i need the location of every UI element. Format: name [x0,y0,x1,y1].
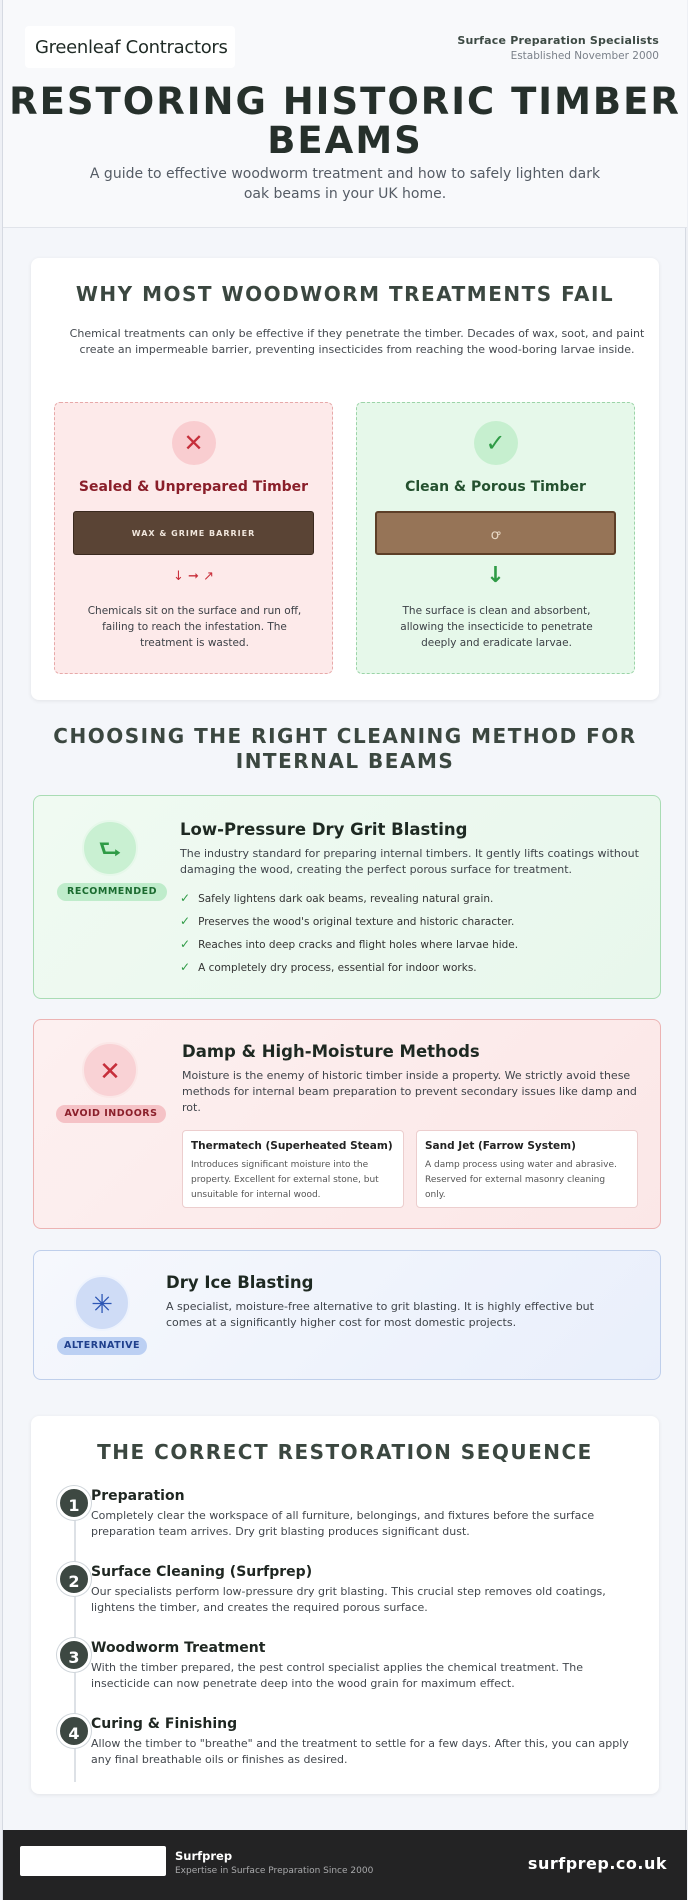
runoff-arrows-icon: ↓ ➞ ↗ [173,569,214,584]
feature-item: ✓ A completely dry process, essential for indoor works. [180,960,477,974]
wax-barrier-beam: WAX & GRIME BARRIER [73,511,314,555]
step-desc: Completely clear the workspace of all furniture, belongings, and fixtures before the surface preparation team arrives. Dry grit blasting produces significant dust. [91,1509,595,1538]
grit-blasting-desc: The industry standard for preparing internal timbers. It gently lifts coatings without damaging the wood, creating the perfect porous surface for treatment. [180,847,639,876]
check-icon: ✓ [180,914,191,928]
thermatech-box [182,1130,404,1208]
check-icon: ✓ [180,937,191,951]
grit-blasting-card [33,795,661,999]
step-title: Woodworm Treatment [91,1640,266,1656]
thermatech-desc: Introduces significant moisture into the property. Excellent for external stone, but unsuitable for internal wood. [191,1160,379,1200]
step-desc: With the timber prepared, the pest control specialist applies the chemical treatment. The insecticide can now penetrate deep into the wood grain for maximum effect. [91,1661,583,1690]
sealed-timber-desc: Chemicals sit on the surface and run off, failing to reach the infestation. The treatment is wasted. [87,605,302,649]
methods-title: CHOOSING THE RIGHT CLEANING METHOD FOR INTERNAL BEAMS [53,724,637,773]
check-icon: ✓ [474,421,518,465]
penetrate-arrow-icon: ↓ [486,563,505,588]
step-title: Preparation [91,1488,185,1504]
company-name[interactable]: Greenleaf Contractors [35,37,228,58]
step-desc: Our specialists perform low-pressure dry grit blasting. This crucial step removes old coatings, lightens the timber, and creates the required porous surface. [91,1585,606,1614]
porous-timber-desc: The surface is clean and absorbent, allowing the insecticide to penetrate deeply and eradicate larvae. [400,605,593,649]
footer-website-link[interactable]: surfprep.co.uk [527,1854,667,1873]
step-title: Curing & Finishing [91,1716,238,1732]
feature-item: ✓ Reaches into deep cracks and flight holes where larvae hide. [180,937,519,951]
page-subtitle: A guide to effective woodworm treatment and how to safely lighten dark oak beams in your UK home. [89,166,601,202]
footer-logo[interactable] [20,1846,166,1876]
sand-jet-desc: A damp process using water and abrasive. Reserved for external masonry cleaning only. [425,1160,617,1200]
sand-jet-box [416,1130,638,1208]
sequence-card [31,1416,659,1794]
why-fail-intro: Chemical treatments can only be effective if they penetrate the timber. Decades of wax, soot, and paint create an impermeable barrier, preventing insecticides from reaching the wood-boring larvae inside. [69,327,645,356]
page-footer [3,1830,687,1900]
why-fail-card [31,258,659,700]
cross-icon: ✕ [82,1042,138,1098]
clean-timber-beam: ꝍ [375,511,616,555]
step-number: 1 [57,1486,91,1520]
step-number: 2 [57,1562,91,1596]
snowflake-icon: ✳ [74,1275,130,1331]
grit-blasting-title: Low-Pressure Dry Grit Blasting [180,820,468,839]
company-tagline: Surface Preparation Specialists [457,34,659,47]
check-icon: ✓ [180,891,191,905]
page-header [3,0,687,228]
step-number: 4 [57,1714,91,1748]
dry-ice-title: Dry Ice Blasting [166,1273,314,1292]
damp-methods-card [33,1019,661,1229]
grit-blast-icon: ⮑ [82,820,138,876]
established-date: Established November 2000 [510,50,659,62]
page-frame [2,0,686,1900]
sand-jet-title: Sand Jet (Farrow System) [425,1140,576,1152]
damp-methods-desc: Moisture is the enemy of historic timber inside a property. We strictly avoid these methods for internal beam preparation to prevent secondary issues like damp and rot. [182,1069,637,1114]
avoid-indoors-badge: AVOID INDOORS [56,1105,166,1123]
footer-brand-name: Surfprep [175,1849,233,1863]
step-desc: Allow the timber to "breathe" and the treatment to settle for a few days. After this, you can apply any final breathable oils or finishes as desired. [91,1737,629,1766]
step-title: Surface Cleaning (Surfprep) [91,1564,313,1580]
porous-timber-panel [356,402,635,674]
recommended-badge: RECOMMENDED [57,883,167,901]
dry-ice-card [33,1250,661,1380]
check-icon: ✓ [180,960,191,974]
sealed-timber-panel [54,402,333,674]
feature-item: ✓ Preserves the wood's original texture and historic character. [180,914,515,928]
sealed-timber-title: Sealed & Unprepared Timber [78,479,309,495]
alternative-badge: ALTERNATIVE [57,1337,147,1355]
step-number: 3 [57,1638,91,1672]
porous-timber-title: Clean & Porous Timber [405,479,586,495]
sequence-title: THE CORRECT RESTORATION SEQUENCE [97,1440,593,1464]
footer-tagline: Expertise in Surface Preparation Since 2000 [175,1866,374,1876]
page-title: RESTORING HISTORIC TIMBER BEAMS [9,80,681,162]
damp-methods-title: Damp & High-Moisture Methods [182,1042,480,1061]
feature-item: ✓ Safely lightens dark oak beams, revealing natural grain. [180,891,494,905]
cross-icon: ✕ [172,421,216,465]
why-fail-title: WHY MOST WOODWORM TREATMENTS FAIL [75,282,615,306]
thermatech-title: Thermatech (Superheated Steam) [191,1140,393,1152]
dry-ice-desc: A specialist, moisture-free alternative to grit blasting. It is highly effective but comes at a significantly higher cost for most domestic projects. [166,1300,594,1329]
